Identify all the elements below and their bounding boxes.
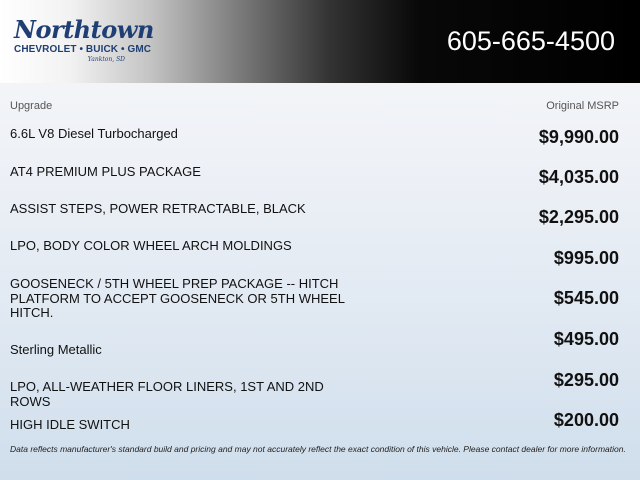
logo-dealer-name: Northtown (14, 15, 154, 44)
upgrade-price: $545.00 (553, 288, 619, 308)
upgrade-price: $2,295.00 (538, 207, 619, 227)
logo-brands: CHEVROLET • BUICK • GMC (14, 44, 152, 55)
upgrade-price: $200.00 (553, 410, 619, 430)
upgrade-price: $995.00 (553, 248, 619, 268)
upgrade-name: LPO, BODY COLOR WHEEL ARCH MOLDINGS (10, 238, 292, 253)
logo-city: Yankton, SD (87, 56, 125, 63)
upgrade-name: LPO, ALL-WEATHER FLOOR LINERS, 1ST AND 2ND ROWS (10, 379, 324, 409)
upgrade-name: ASSIST STEPS, POWER RETRACTABLE, BLACK (10, 201, 306, 216)
disclaimer-text: Data reflects manufacturer's standard build and pricing and may not accurately reflect the exact condition of this vehicle. Please contact dealer for more information. (10, 444, 626, 454)
phone-number[interactable]: 605-665-4500 (446, 26, 615, 56)
column-header-upgrade: Upgrade (10, 100, 53, 112)
column-header-msrp: Original MSRP (546, 100, 619, 112)
dealer-logo (12, 15, 154, 66)
upgrade-name: GOOSENECK / 5TH WHEEL PREP PACKAGE -- HITCH PLATFORM TO ACCEPT GOOSENECK OR 5TH WHEEL HITCH. (10, 276, 345, 320)
upgrade-name: HIGH IDLE SWITCH (10, 417, 130, 432)
header-banner (0, 0, 640, 83)
upgrade-name: AT4 PREMIUM PLUS PACKAGE (10, 164, 201, 179)
upgrade-name: Sterling Metallic (10, 342, 102, 357)
upgrade-name: 6.6L V8 Diesel Turbocharged (10, 126, 178, 141)
upgrade-price: $4,035.00 (538, 167, 619, 187)
upgrade-price: $9,990.00 (538, 127, 619, 147)
upgrade-price: $495.00 (553, 329, 619, 349)
upgrade-price: $295.00 (553, 370, 619, 390)
